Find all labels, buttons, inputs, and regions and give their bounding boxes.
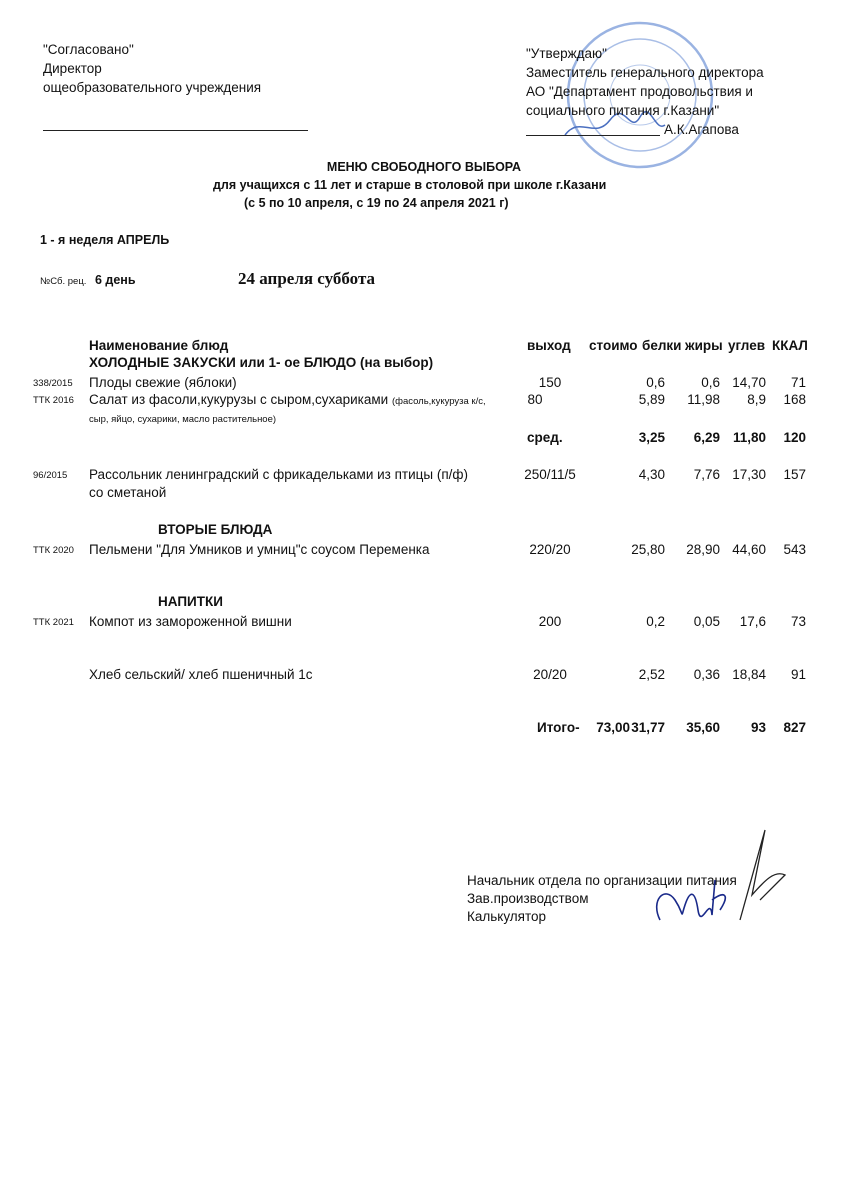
dish-kcal: 91	[790, 667, 806, 682]
dish-output: 220/20	[529, 542, 571, 557]
dish-name: Салат из фасоли,кукурузы с сыром,сухариками	[89, 392, 389, 407]
total-kcal: 827	[783, 720, 806, 735]
dish-fat: 0,6	[701, 375, 720, 390]
dish-output: 250/11/5	[524, 467, 576, 482]
total-label: Итого-	[537, 720, 580, 735]
signature-role-head: Начальник отдела по организации питания	[467, 873, 737, 888]
dish-protein: 2,52	[638, 667, 665, 682]
dish-protein: 0,2	[646, 614, 665, 629]
school-label: ощеобразовательного учреждения	[43, 80, 262, 95]
section-drinks: НАПИТКИ	[158, 594, 223, 609]
handwritten-signatures	[640, 820, 800, 940]
header-cost: стоимо	[589, 338, 638, 353]
signature-role-calculator: Калькулятор	[467, 909, 547, 924]
date-label: 24 апреля суббота	[238, 269, 376, 288]
total-protein: 31,77	[631, 720, 665, 735]
dish-fat: 28,90	[686, 542, 720, 557]
title-line-3: (с 5 по 10 апреля, с 19 по 24 апреля 2021 г)	[244, 196, 509, 210]
dish-kcal: 543	[783, 542, 806, 557]
signature-line	[43, 130, 308, 131]
signature-role-production: Зав.производством	[467, 891, 589, 906]
approver-org-2: социального питания г.Казани"	[526, 103, 720, 118]
dish-fat: 0,36	[693, 667, 720, 682]
dish-carbs: 18,84	[732, 667, 766, 682]
recipe-code: ТТК 2020	[33, 545, 74, 556]
dish-name: Пельмени "Для Умников и умниц"с соусом Переменка	[89, 542, 430, 557]
dish-protein: 4,30	[638, 467, 665, 482]
dish-carbs: 17,6	[739, 614, 766, 629]
week-label: 1 - я неделя АПРЕЛЬ	[40, 233, 170, 247]
dish-name: Рассольник ленинградский с фрикадельками из птицы (п/ф)	[89, 467, 468, 482]
approver-org-1: АО "Департамент продовольствия и	[526, 84, 753, 99]
dish-name: Компот из замороженной вишни	[89, 614, 292, 629]
dish-output: 80	[527, 392, 543, 407]
recipe-code: 96/2015	[33, 470, 68, 481]
dish-kcal: 157	[783, 467, 806, 482]
recipe-code: ТТК 2021	[33, 617, 74, 628]
average-label: сред.	[527, 430, 563, 445]
avg-protein: 3,25	[638, 430, 665, 445]
dish-protein: 5,89	[638, 392, 665, 407]
dish-ingredients: (фасоль,кукуруза к/с,	[391, 396, 486, 407]
total-cost: 73,00	[596, 720, 630, 735]
dish-protein: 25,80	[631, 542, 665, 557]
dish-kcal: 71	[790, 375, 806, 390]
dish-output: 20/20	[533, 667, 567, 682]
avg-kcal: 120	[783, 430, 806, 445]
total-fat: 35,60	[686, 720, 720, 735]
header-name: Наименование блюд	[89, 338, 229, 353]
dish-name: Хлеб сельский/ хлеб пшеничный 1с	[89, 667, 313, 682]
header-output: выход	[527, 338, 571, 353]
approve-label: "Утверждаю"	[526, 46, 607, 61]
section-main-dishes: ВТОРЫЕ БЛЮДА	[158, 522, 273, 537]
dish-carbs: 14,70	[732, 375, 766, 390]
approver-name: А.К.Агапова	[664, 122, 739, 137]
dish-carbs: 44,60	[732, 542, 766, 557]
section-cold-dishes: ХОЛОДНЫЕ ЗАКУСКИ или 1- ое БЛЮДО (на выбор)	[89, 355, 434, 370]
agreed-label: "Согласовано"	[43, 42, 134, 57]
dish-fat: 11,98	[687, 392, 720, 407]
title-line-2: для учащихся с 11 лет и старше в столовой при школе г.Казани	[213, 178, 607, 192]
dish-output: 200	[538, 614, 562, 629]
recipe-code: ТТК 2016	[33, 395, 74, 406]
dish-carbs: 17,30	[732, 467, 766, 482]
dish-output: 150	[538, 375, 562, 390]
day-label: 6 день	[95, 273, 136, 287]
dish-ingredients-cont: сыр, яйцо, сухарики, масло растительное)	[89, 414, 277, 425]
director-label: Директор	[43, 61, 102, 76]
dish-name: Плоды свежие (яблоки)	[89, 375, 237, 390]
dish-fat: 7,76	[693, 467, 720, 482]
header-protein: белки	[642, 338, 682, 353]
dish-protein: 0,6	[646, 375, 665, 390]
dish-kcal: 168	[783, 392, 806, 407]
total-carbs: 93	[750, 720, 766, 735]
dish-name-cont: со сметаной	[89, 485, 167, 500]
approver-role: Заместитель генерального директора	[526, 65, 764, 80]
avg-carbs: 11,80	[732, 430, 766, 445]
dish-carbs: 8,9	[747, 392, 766, 407]
dish-fat: 0,05	[693, 614, 720, 629]
header-fat: жиры	[685, 338, 723, 353]
title-line-1: МЕНЮ СВОБОДНОГО ВЫБОРА	[326, 160, 522, 174]
header-carbs: углев	[728, 338, 765, 353]
header-kcal: ККАЛ	[772, 338, 808, 353]
dish-kcal: 73	[790, 614, 806, 629]
signature-line	[526, 135, 660, 136]
avg-fat: 6,29	[693, 430, 720, 445]
recipe-code: 338/2015	[33, 378, 73, 389]
recipe-label: №Сб. рец.	[40, 276, 87, 287]
